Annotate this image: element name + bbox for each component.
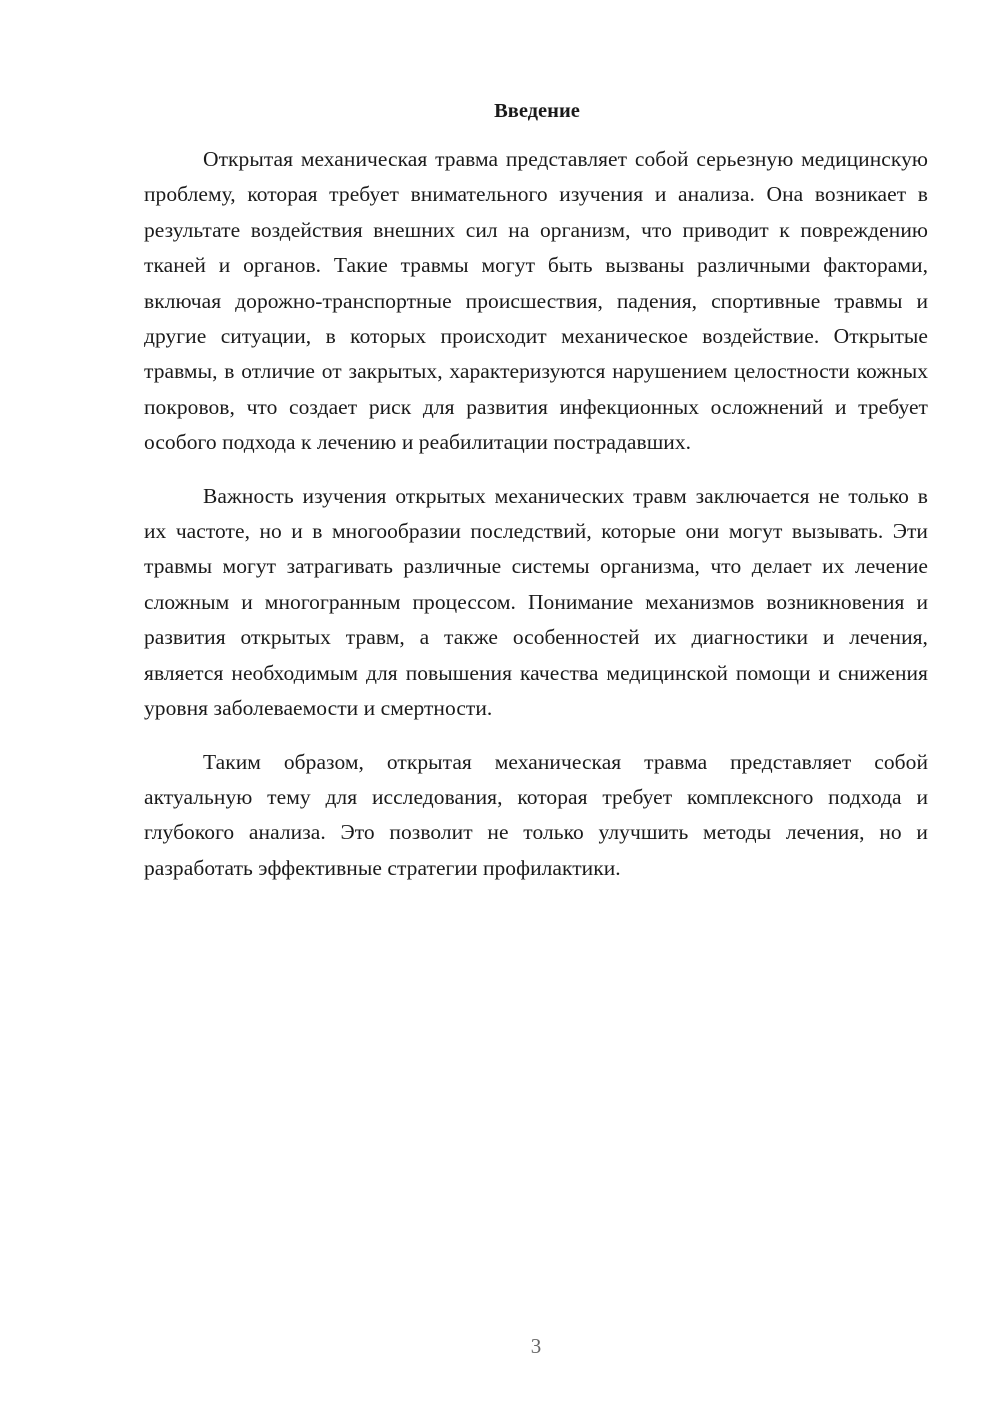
paragraph-3: Таким образом, открытая механическая травма представляет собой актуальную тему для исследования, которая требует комплексного подхода и глубокого анализа. Это позволит не только улучшить методы лечения, но и разработать эффективные стратегии профилактики. xyxy=(144,749,928,880)
section-heading: Введение xyxy=(494,100,580,122)
page-number: 3 xyxy=(530,1334,542,1358)
paragraph-2: Важность изучения открытых механических травм заключается не только в их частоте, но и в многообразии последствий, которые они могут вызывать. Эти травмы могут затрагивать различные системы организма, что делает их лечение сложным и многогранным процессом. Понимание механизмов возникновения и развития открытых травм, а также особенностей их диагностики и лечения, является необходимым для повышения качества медицинской помощи и снижения уровня заболеваемости и смертности. xyxy=(144,483,928,721)
page-content xyxy=(144,96,928,886)
paragraph-1: Открытая механическая травма представляет собой серьезную медицинскую проблему, которая требует внимательного изучения и анализа. Она возникает в результате воздействия внешних сил на организм, что приводит к повреждению тканей и органов. Такие травмы могут быть вызваны различными факторами, включая дорожно-транспортные происшествия, падения, спортивные травмы и другие ситуации, в которых происходит механическое воздействие. Открытые травмы, в отличие от закрытых, характеризуются нарушением целостности кожных покровов, что создает риск для развития инфекционных осложнений и требует особого подхода к лечению и реабилитации пострадавших. xyxy=(144,147,928,455)
